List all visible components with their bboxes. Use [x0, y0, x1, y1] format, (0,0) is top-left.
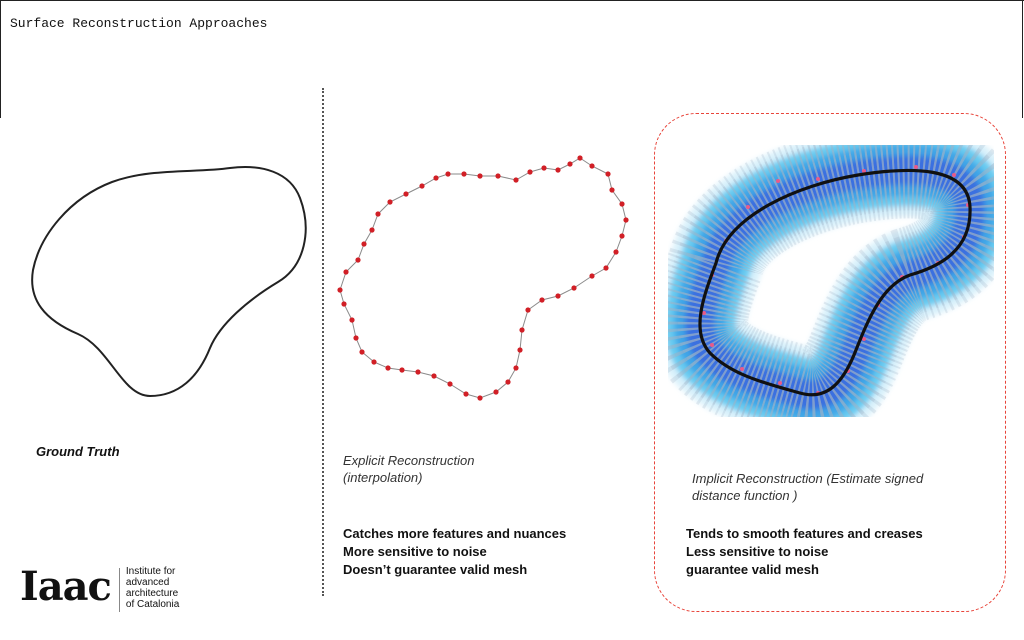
sample-point	[555, 293, 560, 298]
logo-institution-name	[126, 566, 179, 610]
sample-point	[341, 301, 346, 306]
sample-point	[461, 171, 466, 176]
logo-line: Institute for	[125, 566, 176, 577]
explicit-property: Doesn’t guarantee valid mesh	[343, 562, 528, 577]
sample-point	[337, 287, 342, 292]
sample-point	[778, 381, 782, 385]
implicit-label-line-1: Implicit Reconstruction (Estimate signed	[692, 471, 924, 486]
ground-truth-shape	[0, 140, 320, 420]
sample-point	[589, 163, 594, 168]
sample-point	[623, 217, 628, 222]
sample-point	[619, 201, 624, 206]
sample-point	[740, 367, 744, 371]
sample-point	[609, 187, 614, 192]
sample-point	[746, 205, 750, 209]
sample-point	[952, 173, 956, 177]
explicit-reconstruction-diagram	[330, 140, 650, 420]
sample-point	[477, 173, 482, 178]
sample-point	[447, 381, 452, 386]
sample-point	[539, 297, 544, 302]
implicit-reconstruction-diagram	[668, 145, 994, 417]
sample-point	[463, 391, 468, 396]
frame-right-border	[1022, 0, 1023, 118]
implicit-label-line-2: distance function )	[692, 488, 798, 503]
sample-point	[605, 171, 610, 176]
sample-point	[419, 183, 424, 188]
sample-point	[517, 347, 522, 352]
sample-point	[375, 211, 380, 216]
logo-line: advanced	[125, 577, 170, 588]
sample-point	[567, 161, 572, 166]
sample-point	[776, 179, 780, 183]
sample-point	[816, 177, 820, 181]
sample-point	[385, 365, 390, 370]
explicit-label-line-2: (interpolation)	[343, 470, 423, 485]
sample-point	[577, 155, 582, 160]
explicit-property: More sensitive to noise	[343, 544, 487, 559]
sample-point	[541, 165, 546, 170]
sample-point	[613, 249, 618, 254]
sample-point	[527, 169, 532, 174]
explicit-label-line-1: Explicit Reconstruction	[343, 453, 475, 468]
frame-left-border	[0, 0, 1, 118]
sample-point	[493, 389, 498, 394]
sample-point	[359, 349, 364, 354]
sample-point	[519, 327, 524, 332]
sample-point	[349, 317, 354, 322]
ground-truth-label: Ground Truth	[36, 444, 120, 459]
sample-point	[571, 285, 576, 290]
sample-point	[505, 379, 510, 384]
implicit-property: Tends to smooth features and creases	[686, 526, 923, 541]
explicit-properties	[343, 525, 566, 579]
logo-mark: Iaac	[20, 563, 111, 610]
sample-point	[495, 173, 500, 178]
logo-separator	[119, 568, 120, 612]
implicit-property: Less sensitive to noise	[686, 544, 829, 559]
explicit-label	[343, 452, 475, 486]
sample-point	[445, 171, 450, 176]
sample-point	[399, 367, 404, 372]
sample-point	[369, 227, 374, 232]
sample-point	[914, 165, 918, 169]
sample-point	[353, 335, 358, 340]
frame-top-border	[0, 0, 1024, 1]
implicit-property: guarantee valid mesh	[686, 562, 819, 577]
sample-point	[355, 257, 360, 262]
sample-point	[555, 167, 560, 172]
sample-point	[415, 369, 420, 374]
iaac-logo	[20, 563, 180, 612]
sample-point	[525, 307, 530, 312]
sample-point	[710, 343, 714, 347]
sample-point	[403, 191, 408, 196]
sample-point	[477, 395, 482, 400]
implicit-properties	[686, 525, 923, 579]
sample-point	[589, 273, 594, 278]
sample-point	[361, 241, 366, 246]
logo-line: of Catalonia	[125, 599, 180, 610]
sample-point	[603, 265, 608, 270]
implicit-label	[692, 470, 923, 504]
sample-point	[513, 177, 518, 182]
sample-point	[619, 233, 624, 238]
dotted-divider	[322, 88, 324, 596]
sample-point	[431, 373, 436, 378]
sample-point	[371, 359, 376, 364]
sample-point	[387, 199, 392, 204]
explicit-property: Catches more features and nuances	[343, 526, 567, 541]
page-title: Surface Reconstruction Approaches	[10, 16, 268, 31]
sample-point	[433, 175, 438, 180]
sample-point	[343, 269, 348, 274]
logo-line: architecture	[125, 588, 179, 599]
sample-point	[513, 365, 518, 370]
